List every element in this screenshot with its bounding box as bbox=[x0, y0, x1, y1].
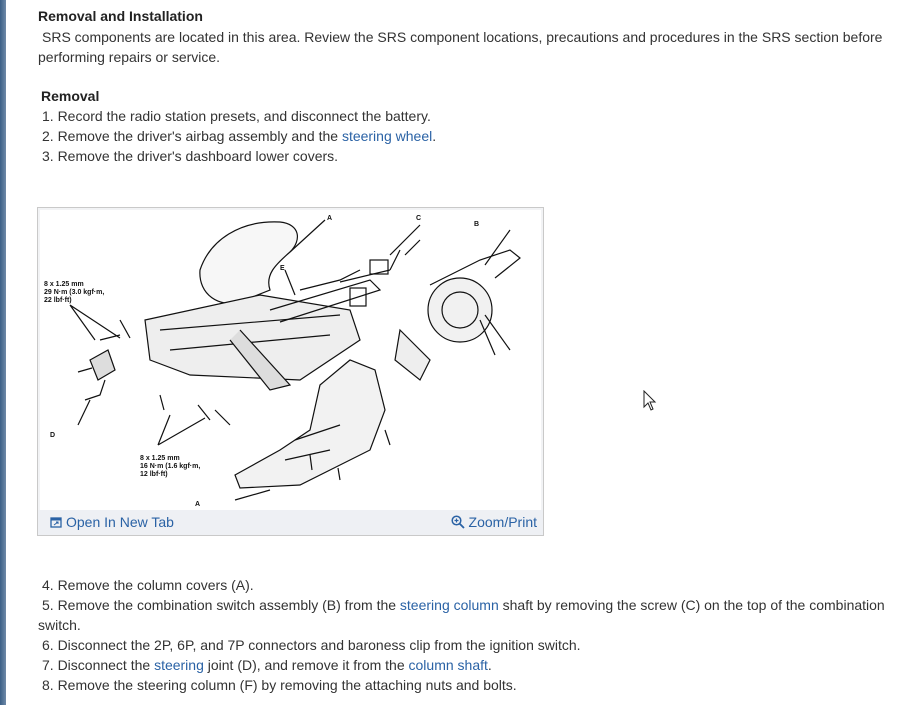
torque-spec-2-line3: 12 lbf·ft) bbox=[140, 471, 168, 478]
step-6: 6. Disconnect the 2P, 6P, and 7P connectors and baroness clip from the ignition switch. bbox=[42, 637, 581, 653]
step-4: 4. Remove the column covers (A). bbox=[42, 577, 254, 593]
torque-spec-1-line1: 8 x 1.25 mm bbox=[44, 281, 84, 288]
label-a-bottom: A bbox=[195, 501, 201, 508]
diagram-svg bbox=[40, 210, 541, 512]
step-1: 1. Record the radio station presets, and disconnect the battery. bbox=[42, 108, 431, 124]
article-content bbox=[38, 6, 908, 166]
step-5: 5. Remove the combination switch assembly (B) from the steering column shaft by removing the screw (C) on the top of the combination switch. bbox=[38, 597, 885, 633]
steering-link[interactable]: steering bbox=[154, 657, 204, 673]
label-a-top: A bbox=[327, 215, 333, 222]
step-7: 7. Disconnect the steering joint (D), and remove it from the column shaft. bbox=[42, 657, 492, 673]
step-2: 2. Remove the driver's airbag assembly and the steering wheel. bbox=[42, 128, 437, 144]
open-in-new-tab-button[interactable] bbox=[50, 514, 174, 530]
zoom-print-label: Zoom/Print bbox=[468, 514, 537, 530]
steering-wheel-link[interactable]: steering wheel bbox=[341, 128, 433, 144]
steps-list-b bbox=[38, 575, 908, 695]
label-e: E bbox=[280, 265, 285, 272]
open-in-new-tab-label: Open In New Tab bbox=[66, 514, 174, 530]
steering-column-diagram[interactable] bbox=[40, 210, 541, 512]
column-shaft-link[interactable]: column shaft bbox=[408, 657, 488, 673]
torque-spec-1-line3: 22 lbf·ft) bbox=[44, 297, 72, 304]
section-title: Removal and Installation bbox=[38, 8, 203, 24]
torque-spec-2-line1: 8 x 1.25 mm bbox=[140, 455, 180, 462]
left-rail bbox=[0, 0, 6, 705]
open-new-tab-icon bbox=[50, 517, 62, 528]
step-3: 3. Remove the driver's dashboard lower covers. bbox=[42, 148, 339, 164]
steering-column-link[interactable]: steering column bbox=[399, 597, 499, 613]
torque-spec-1-line2: 29 N·m (3.0 kgf·m, bbox=[44, 289, 105, 296]
label-c: C bbox=[416, 215, 422, 222]
zoom-icon bbox=[451, 515, 465, 529]
removal-heading: Removal bbox=[41, 88, 100, 104]
mouse-cursor-icon bbox=[643, 390, 657, 412]
torque-spec-2-line2: 16 N·m (1.6 kgf·m, bbox=[140, 463, 201, 470]
steps-list-a bbox=[38, 106, 908, 166]
figure-panel bbox=[37, 207, 544, 536]
step-8: 8. Remove the steering column (F) by removing the attaching nuts and bolts. bbox=[42, 677, 517, 693]
label-d: D bbox=[50, 432, 56, 439]
intro-paragraph: SRS components are located in this area. Review the SRS component locations, precautions and procedures in the SRS section before performing repairs or service. bbox=[38, 29, 883, 65]
figure-toolbar bbox=[38, 510, 543, 535]
label-b: B bbox=[474, 221, 480, 228]
zoom-print-button[interactable] bbox=[451, 514, 537, 530]
